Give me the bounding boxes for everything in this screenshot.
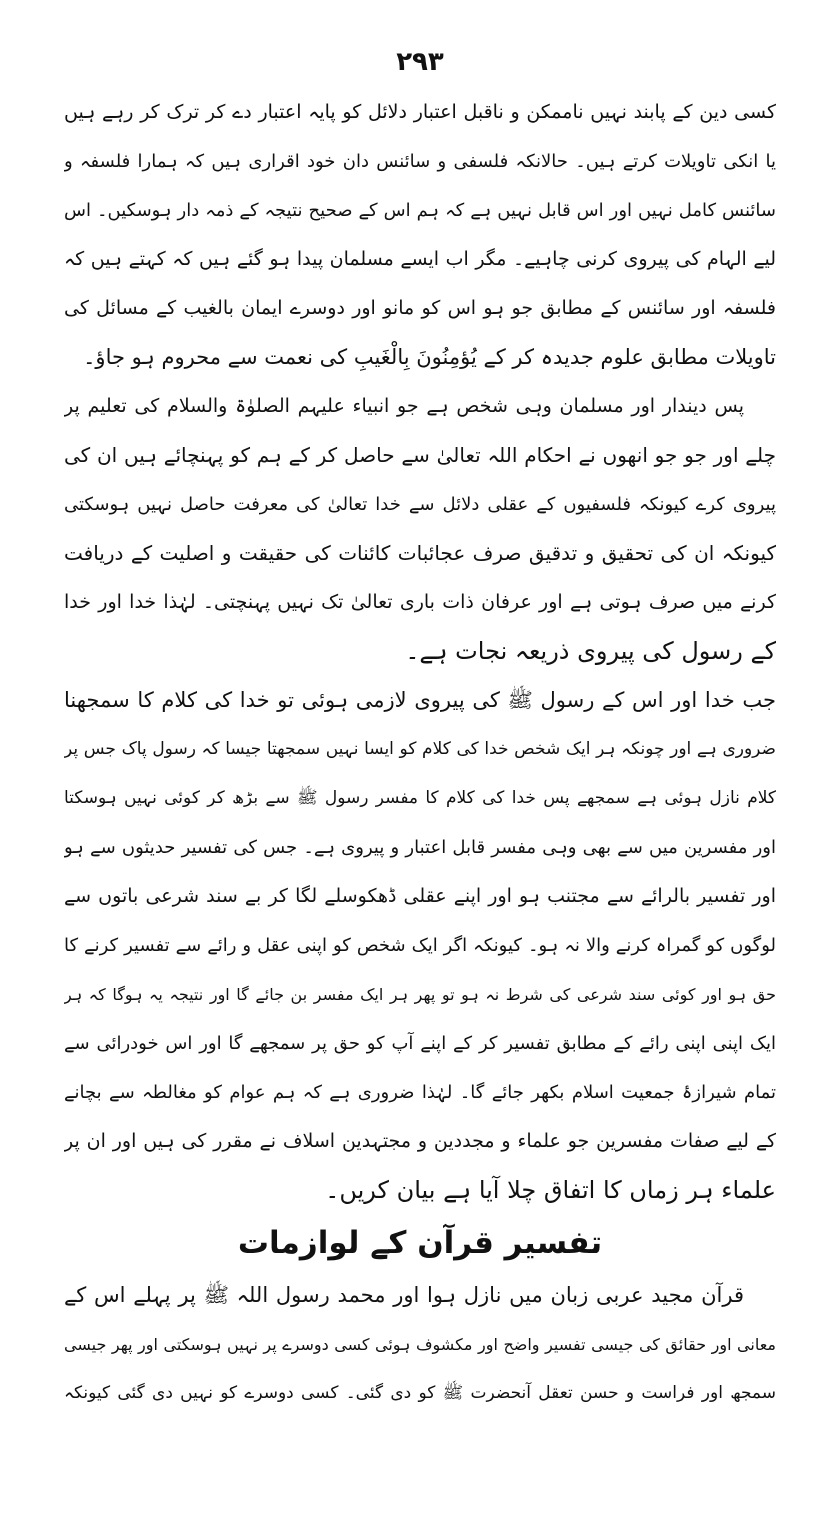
text-line: ایک اپنی اپنی رائے کے مطابق تفسیر کر کے اپنے آپ کو حق پر سمجھے گا اور اس خودرائی سے	[64, 1033, 776, 1054]
text-line: پس دیندار اور مسلمان وہی شخص ہے جو انبیاء علیہم الصلوٰۃ والسلام کی تعلیم پر	[64, 395, 744, 417]
text-line: فلسفہ اور سائنس کے مطابق جو ہو اس کو مانو اور دوسرے ایمان بالغیب کے مسائل کی	[64, 297, 776, 319]
text-line: حق ہو اور کوئی سند شرعی کی شرط نہ ہو تو پھر ہر ایک مفسر بن جائے گا اور نتیجہ یہ ہوگا کہ ہر	[64, 985, 776, 1004]
paragraph-4	[64, 1271, 776, 1418]
text-line: ضروری ہے اور چونکہ ہر ایک شخص خدا کی کلام کو ایسا نہیں سمجھتا جیسا کہ رسول پاک جس پر	[64, 739, 776, 759]
text-line: تمام شیرازۂ جمعیت اسلام بکھر جائے گا۔ لہٰذا ضروری ہے کہ ہم عوام کو مغالطہ سے بچانے	[64, 1082, 776, 1103]
text-line: سائنس کامل نہیں اور اس قابل نہیں ہے کہ ہم اس کے صحیح نتیجہ کے ذمہ دار ہوسکیں۔ اس	[64, 200, 776, 221]
text-line: تاویلات مطابق علوم جدیدہ کر کے یُؤمِنُونَ بِالْغَیبِ کی نعمت سے محروم ہو جاؤ۔	[83, 345, 776, 369]
text-line: اور مفسرین میں سے بھی وہی مفسر قابل اعتبار و پیروی ہے۔ جس کی تفسیر حدیثوں سے ہو	[64, 837, 776, 858]
text-line: کیونکہ ان کی تحقیق و تدقیق صرف عجائبات کائنات کی حقیقت و اصلیت کے دریافت	[64, 541, 776, 565]
paragraph-2	[64, 382, 776, 676]
text-line: یا انکی تاویلات کرتے ہیں۔ حالانکہ فلسفی و سائنس دان خود اقراری ہیں کہ ہمارا فلسفہ و	[64, 151, 776, 172]
page-number: ۲۹۳	[396, 47, 444, 77]
text-line: سمجھ اور فراست و حسن تعقل آنحضرت ﷺ کو دی گئی۔ کسی دوسرے کو نہیں دی گئی کیونکہ	[64, 1383, 776, 1403]
text-line: علماء ہر زماں کا اتفاق چلا آیا ہے بیان کریں۔	[325, 1176, 776, 1204]
text-line: کے رسول کی پیروی ذریعہ نجات ہے۔	[405, 637, 776, 665]
text-line: اور تفسیر بالرائے سے مجتنب ہو اور اپنے عقلی ڈھکوسلے لگا کر بے سند شرعی باتوں سے	[64, 885, 776, 907]
text-line: پیروی کرے کیونکہ فلسفیوں کے عقلی دلائل سے خدا تعالیٰ کی معرفت حاصل نہیں ہوسکتی	[64, 494, 776, 515]
text-line: معانی اور حقائق کی جیسی تفسیر واضح اور مکشوف ہوئی کسی دوسرے پر نہیں ہوسکتی اور پھر جیسی	[64, 1335, 776, 1354]
paragraph-3	[64, 676, 776, 1215]
text-line: قرآن مجید عربی زبان میں نازل ہوا اور محمد رسول اللہ ﷺ پر پہلے اس کے	[64, 1283, 744, 1307]
text-line: لوگوں کو گمراہ کرنے والا نہ ہو۔ کیونکہ اگر ایک شخص کو اپنی عقل و رائے سے تفسیر کرنے کا	[64, 935, 776, 956]
section-heading: تفسیر قرآن کے لوازمات	[237, 1225, 603, 1261]
paragraph-1	[64, 88, 776, 382]
text-line: لیے الہام کی پیروی کرنی چاہیے۔ مگر اب ایسے مسلمان پیدا ہو گئے ہیں کہ کہتے ہیں کہ	[64, 248, 776, 270]
text-line: کرنے میں صرف ہوتی ہے اور عرفان ذات باری تعالیٰ تک نہیں پہنچتی۔ لہٰذا خدا اور خدا	[64, 591, 776, 613]
text-line: کسی دین کے پابند نہیں ناممکن و ناقبل اعتبار دلائل کو پایہ اعتبار دے کر ترک کر رہے ہیں	[64, 101, 776, 123]
text-line: جب خدا اور اس کے رسول ﷺ کی پیروی لازمی ہوئی تو خدا کی کلام کا سمجھنا	[64, 688, 776, 712]
text-line: کے لیے صفات مفسرین جو علماء و مجددین و مجتہدین اسلاف نے مقرر کی ہیں اور ان پر	[64, 1130, 776, 1152]
text-line: چلے اور جو جو انھوں نے احکام اللہ تعالیٰ سے حاصل کر کے ہم کو پہنچائے ہیں ان کی	[64, 443, 776, 467]
text-line: کلام نازل ہوئی ہے سمجھے پس خدا کی کلام کا مفسر رسول ﷺ سے بڑھ کر کوئی نہیں ہوسکتا	[64, 788, 776, 808]
